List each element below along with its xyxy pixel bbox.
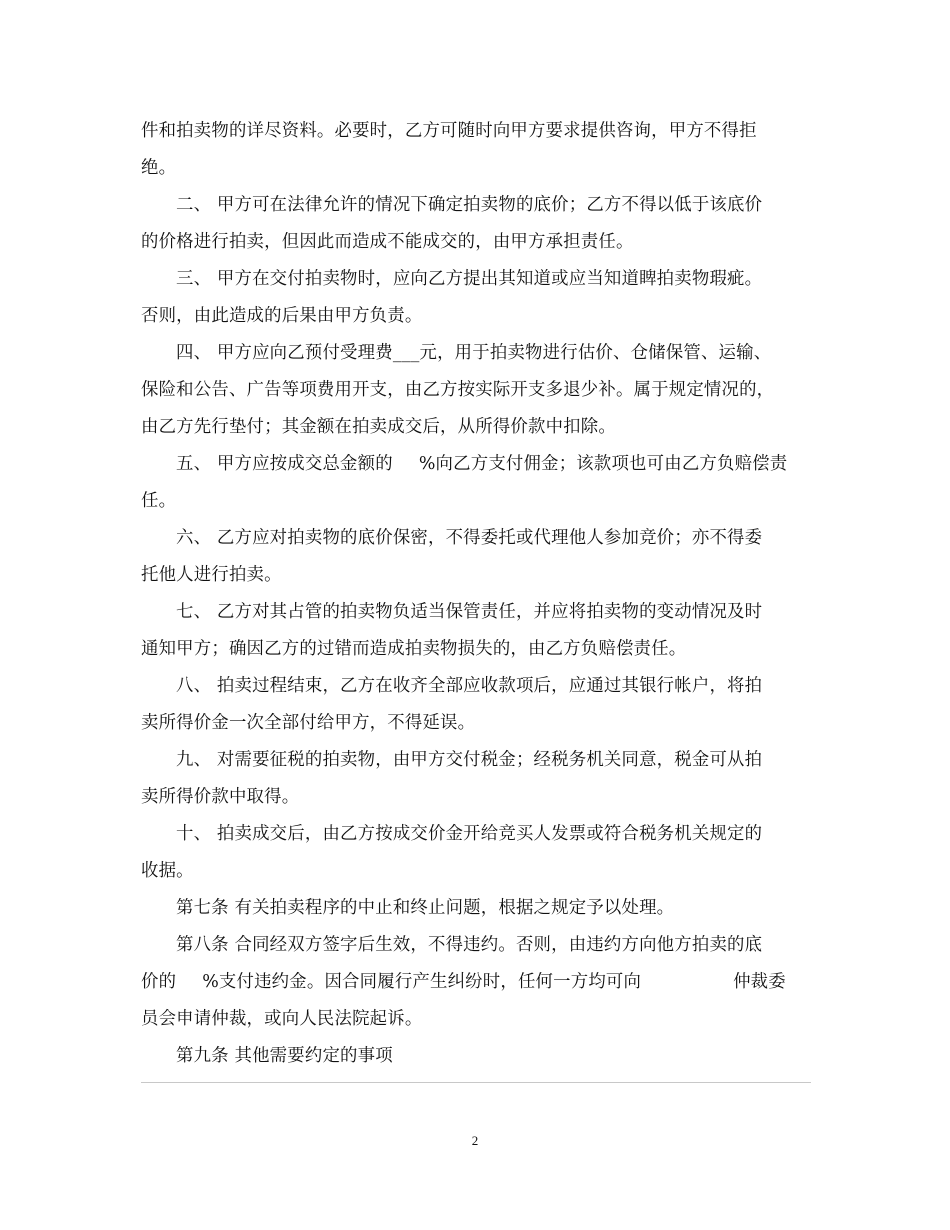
clause-5-line — [141, 446, 811, 483]
text-segment: 五、 甲方应按成交总金额的 — [176, 454, 393, 474]
clause-3-line: 否则，由此造成的后果由甲方负责。 — [141, 306, 423, 326]
text-line: 绝。 — [141, 158, 177, 178]
text-segment: 仲裁委 — [733, 972, 786, 992]
clause-6-line: 六、 乙方应对拍卖物的底价保密，不得委托或代理他人参加竞价；亦不得委 — [176, 528, 763, 548]
clause-4-line: 保险和公告、广告等项费用开支，由乙方按实际开支多退少补。属于规定情况的， — [141, 380, 775, 400]
text-segment: %支付违约金。因合同履行产生纠纷时，任何一方均可向 — [202, 972, 642, 992]
article-7-line: 第七条 有关拍卖程序的中止和终止问题，根据之规定予以处理。 — [176, 898, 675, 918]
clause-10-line: 十、 拍卖成交后，由乙方按成交价金开给竞买人发票或符合税务机关规定的 — [176, 824, 763, 844]
page-number: 2 — [471, 1133, 479, 1148]
clause-7-line: 通知甲方；确因乙方的过错而造成拍卖物损失的，由乙方负赔偿责任。 — [141, 639, 687, 659]
clause-4-line: 四、 甲方应向乙预付受理费___元，用于拍卖物进行估价、仓储保管、运输、 — [176, 343, 772, 363]
clause-10-line: 收据。 — [141, 861, 194, 881]
clause-3-line: 三、 甲方在交付拍卖物时，应向乙方提出其知道或应当知道睥拍卖物瑕疵。 — [176, 269, 763, 289]
clause-9-line: 卖所得价款中取得。 — [141, 787, 300, 807]
clause-9-line: 九、 对需要征税的拍卖物，由甲方交付税金；经税务机关同意，税金可从拍 — [176, 750, 763, 770]
footer-divider — [141, 1082, 811, 1083]
clause-6-line: 托他人进行拍卖。 — [141, 565, 282, 585]
text-segment: 价的 — [141, 972, 177, 992]
clause-5-line: 任。 — [141, 491, 177, 511]
text-line: 件和拍卖物的详尽资料。必要时，乙方可随时向甲方要求提供咨询，甲方不得拒 — [141, 121, 757, 141]
article-9-line: 第九条 其他需要约定的事项 — [176, 1046, 393, 1066]
article-8-line: 员会申请仲裁，或向人民法院起诉。 — [141, 1009, 423, 1029]
article-8-line — [141, 964, 811, 1001]
article-8-line: 第八条 合同经双方签字后生效，不得违约。否则，由违约方向他方拍卖的底 — [176, 935, 763, 955]
clause-4-line: 由乙方先行垫付；其金额在拍卖成交后，从所得价款中扣除。 — [141, 417, 616, 437]
clause-2-line: 的价格进行拍卖，但因此而造成不能成交的，由甲方承担责任。 — [141, 232, 634, 252]
clause-8-line: 卖所得价金一次全部付给甲方，不得延误。 — [141, 713, 476, 733]
clause-7-line: 七、 乙方对其占管的拍卖物负适当保管责任，并应将拍卖物的变动情况及时 — [176, 602, 763, 622]
contract-body — [141, 113, 811, 1075]
text-segment: %向乙方支付佣金；该款项也可由乙方负赔偿责 — [418, 454, 788, 474]
clause-8-line: 八、 拍卖过程结束，乙方在收齐全部应收款项后，应通过其银行帐户，将拍 — [176, 676, 763, 696]
clause-2-line: 二、 甲方可在法律允许的情况下确定拍卖物的底价；乙方不得以低于该底价 — [176, 195, 763, 215]
